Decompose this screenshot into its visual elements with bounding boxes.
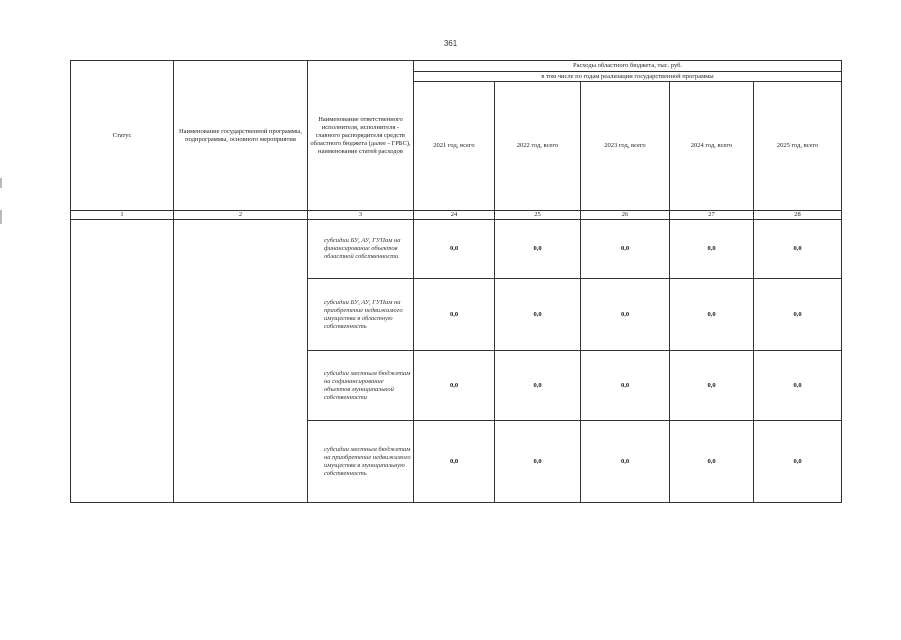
value-cell: 0,0 <box>581 421 670 503</box>
header-status: Статус <box>71 61 174 211</box>
value-cell: 0,0 <box>495 220 581 279</box>
header-by-year-group: в том числе по годам реализации государственной программы <box>414 72 842 82</box>
column-number: 1 <box>71 211 174 220</box>
value-cell: 0,0 <box>754 421 842 503</box>
value-cell: 0,0 <box>754 279 842 351</box>
value-cell: 0,0 <box>581 351 670 421</box>
value-cell: 0,0 <box>670 351 754 421</box>
column-number: 25 <box>495 211 581 220</box>
row-label: субсидии БУ, АУ, ГУПам на приобретение недвижимого имущества в областную собственность <box>308 279 414 351</box>
value-cell: 0,0 <box>670 421 754 503</box>
budget-table <box>70 60 842 503</box>
row-label: субсидии БУ, АУ, ГУПам на финансирование объектов областной собственности <box>308 220 414 279</box>
header-year-2021: 2021 год, всего <box>414 82 495 211</box>
status-cell-empty <box>71 220 174 503</box>
column-number: 3 <box>308 211 414 220</box>
column-number: 2 <box>174 211 308 220</box>
table-row <box>71 220 842 279</box>
value-cell: 0,0 <box>414 279 495 351</box>
value-cell: 0,0 <box>670 279 754 351</box>
value-cell: 0,0 <box>754 220 842 279</box>
header-year-2025: 2025 год, всего <box>754 82 842 211</box>
header-year-2023: 2023 год, всего <box>581 82 670 211</box>
value-cell: 0,0 <box>581 220 670 279</box>
column-number-row <box>71 211 842 220</box>
value-cell: 0,0 <box>414 220 495 279</box>
header-row-budget <box>71 61 842 72</box>
header-year-2024: 2024 год, всего <box>670 82 754 211</box>
column-number: 27 <box>670 211 754 220</box>
header-budget-group: Расходы областного бюджета, тыс. руб. <box>414 61 842 72</box>
header-year-2022: 2022 год, всего <box>495 82 581 211</box>
value-cell: 0,0 <box>495 421 581 503</box>
page-number: 361 <box>443 39 458 48</box>
value-cell: 0,0 <box>581 279 670 351</box>
scan-edge-mark <box>0 210 2 224</box>
header-program-name: Наименование государственной программы, подпрограммы, основного мероприятия <box>174 61 308 211</box>
value-cell: 0,0 <box>414 421 495 503</box>
value-cell: 0,0 <box>495 351 581 421</box>
value-cell: 0,0 <box>495 279 581 351</box>
header-executor: Наименование ответственного исполнителя, исполнителя - главного распорядителя средств областного бюджета (далее - ГРБС), наименование статей расходов <box>308 61 414 211</box>
column-number: 24 <box>414 211 495 220</box>
value-cell: 0,0 <box>414 351 495 421</box>
column-number: 28 <box>754 211 842 220</box>
scan-edge-mark <box>0 178 2 188</box>
column-number: 26 <box>581 211 670 220</box>
row-label: субсидии местным бюджетам на софинансирование объектов муниципальной собственности <box>308 351 414 421</box>
program-cell-empty <box>174 220 308 503</box>
value-cell: 0,0 <box>670 220 754 279</box>
row-label: субсидии местным бюджетам на приобретение недвижимого имущества в муниципальную собственность <box>308 421 414 503</box>
value-cell: 0,0 <box>754 351 842 421</box>
